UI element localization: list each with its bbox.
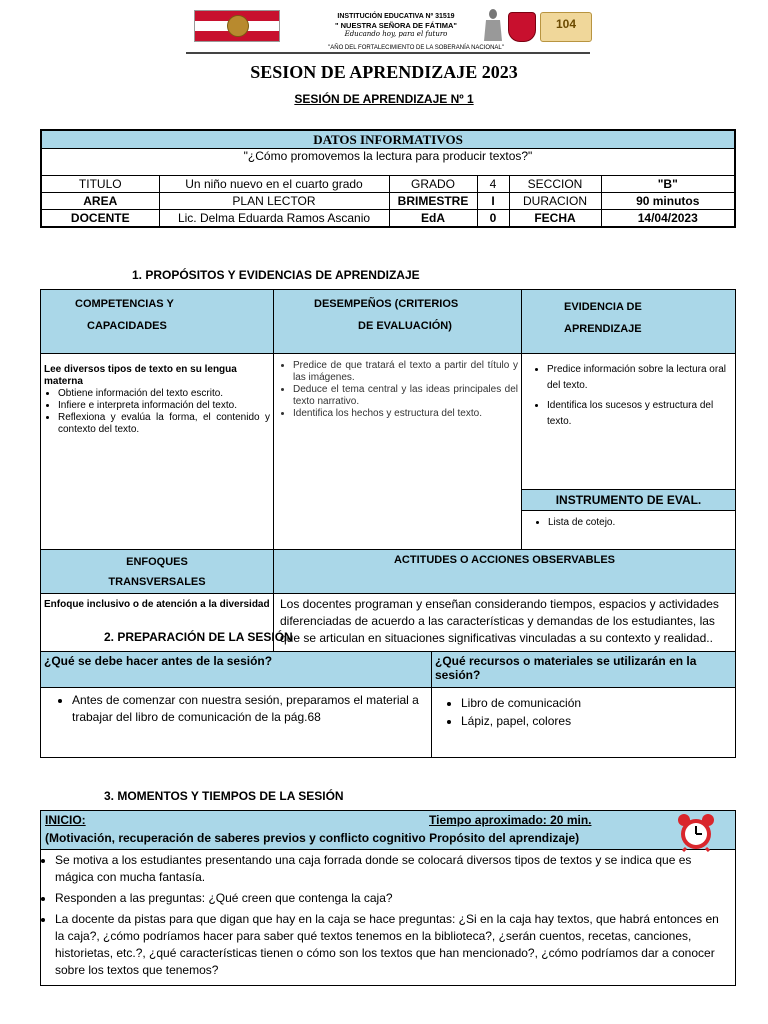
evidencia-header: EVIDENCIA DE APRENDIZAJE — [522, 290, 736, 354]
anniversary-logo: 104 — [540, 12, 592, 42]
preparacion-table — [40, 651, 736, 758]
momentos-box — [40, 810, 736, 986]
enfoque-text: Enfoque inclusivo o de atención a la diversidad — [41, 594, 274, 666]
list-item: • Obtiene información del texto escrito. — [58, 388, 270, 400]
actitudes-text: Los docentes programan y enseñan considerando tiempos, espacios y actividades diferenciadas de acuerdo a las características y demandas de los estudiantes, las que se articulan en situaciones significativas vinculadas a su contexto y realidad.. — [274, 594, 736, 666]
year-motto: "AÑO DEL FORTALECIMIENTO DE LA SOBERANÍA NACIONAL" — [328, 45, 504, 51]
list-item: • Deduce el tema central y las ideas principales del texto narrativo. — [293, 384, 518, 408]
datos-informativos-table — [40, 129, 736, 228]
section-2-title: 2. PREPARACIÓN DE LA SESIÓN — [104, 630, 293, 644]
competencias-header: COMPETENCIAS Y CAPACIDADES — [41, 290, 274, 354]
list-item: • Responden a las preguntas: ¿Qué creen que contenga la caja? — [55, 890, 731, 907]
table-row: DOCENTE Lic. Delma Eduarda Ramos Ascanio EdA 0 FECHA 14/04/2023 — [41, 210, 735, 228]
section-1-title: 1. PROPÓSITOS Y EVIDENCIAS DE APRENDIZAJE — [132, 268, 420, 282]
session-number: SESIÓN DE APRENDIZAJE Nº 1 — [294, 92, 474, 106]
desempenos-cell — [274, 354, 522, 550]
list-item: • Predice información sobre la lectura oral del texto. — [547, 362, 732, 394]
school-name: INSTITUCIÓN EDUCATIVA Nº 31519 " NUESTRA SEÑORA DE FÁTIMA" Educando hoy, para el futuro — [335, 13, 457, 38]
table-row: AREA PLAN LECTOR BRIMESTRE I DURACION 90 minutos — [41, 193, 735, 210]
list-item: • La docente da pistas para que digan que hay en la caja se hace preguntas: ¿Si en la caja hay textos, que habrá entonces en la caja?, ¿cómo podríamos hacer para saber qué textos tenemos en la biblioteca?, ¿serán cuentos, recetas, canciones, historietas, etc.?, ¿qué características tienen o cómo son los textos que han mencionado?, ¿cómo podríamos dar a conocer sobre los textos que tenemos? — [55, 911, 731, 979]
list-item: • Predice de que tratará el texto a partir del título y las imágenes. — [293, 360, 518, 384]
evidencia-cell — [522, 354, 736, 490]
school-banner — [186, 8, 590, 54]
inicio-header: INICIO: Tiempo aproximado: 20 min. (Motivación, recuperación de saberes previos y conflicto cognitivo Propósito del aprendizaje) — [41, 811, 735, 850]
list-item: • Identifica los sucesos y estructura del texto. — [547, 398, 732, 430]
list-item: • Se motiva a los estudiantes presentando una caja forrada donde se colocará diversos tipos de textos y se indica que es mágica con mucha fantasía. — [55, 852, 731, 886]
preparacion-header-right: ¿Qué recursos o materiales se utilizarán en la sesión? — [432, 652, 736, 688]
actitudes-header: ACTITUDES O ACCIONES OBSERVABLES — [274, 550, 736, 594]
instrumento-cell: INSTRUMENTO DE EVAL. • Lista de cotejo. — [522, 490, 736, 550]
list-item: • Reflexiona y evalúa la forma, el contenido y contexto del texto. — [58, 412, 270, 436]
preparacion-left-cell — [41, 688, 432, 758]
enfoques-header: ENFOQUES TRANSVERSALES — [41, 550, 274, 594]
list-item: • Identifica los hechos y estructura del texto. — [293, 408, 518, 420]
list-item: • Libro de comunicación — [461, 694, 732, 712]
peru-crest-logo — [194, 10, 280, 42]
alarm-clock-icon — [676, 812, 716, 852]
desempenos-header: DESEMPEÑOS (CRITERIOS DE EVALUACIÓN) — [274, 290, 522, 354]
list-item: • Antes de comenzar con nuestra sesión, preparamos el material a trabajar del libro de comunicación de la pág.68 — [72, 692, 428, 726]
competencias-cell: Lee diversos tipos de texto en su lengua materna • Obtiene información del texto escrito. • Infiere e interpreta información del texto. • Reflexiona y evalúa la forma, el contenido y contexto del texto. — [41, 354, 274, 550]
session-question: "¿Cómo promovemos la lectura para producir textos?" — [41, 149, 735, 176]
list-item: • Infiere e interpreta información del texto. — [58, 400, 270, 412]
propositos-table — [40, 289, 736, 666]
preparacion-header-left: ¿Qué se debe hacer antes de la sesión? — [41, 652, 432, 688]
school-shield-logo — [508, 12, 536, 42]
datos-header: DATOS INFORMATIVOS — [41, 130, 735, 149]
preparacion-right-cell — [432, 688, 736, 758]
list-item: • Lápiz, papel, colores — [461, 712, 732, 730]
table-row: TITULO Un niño nuevo en el cuarto grado GRADO 4 SECCION "B" — [41, 176, 735, 193]
virgin-statue-icon — [482, 8, 504, 42]
page-title: SESION DE APRENDIZAJE 2023 — [250, 62, 518, 82]
list-item: • Lista de cotejo. — [548, 517, 735, 528]
section-3-title: 3. MOMENTOS Y TIEMPOS DE LA SESIÓN — [104, 789, 344, 803]
